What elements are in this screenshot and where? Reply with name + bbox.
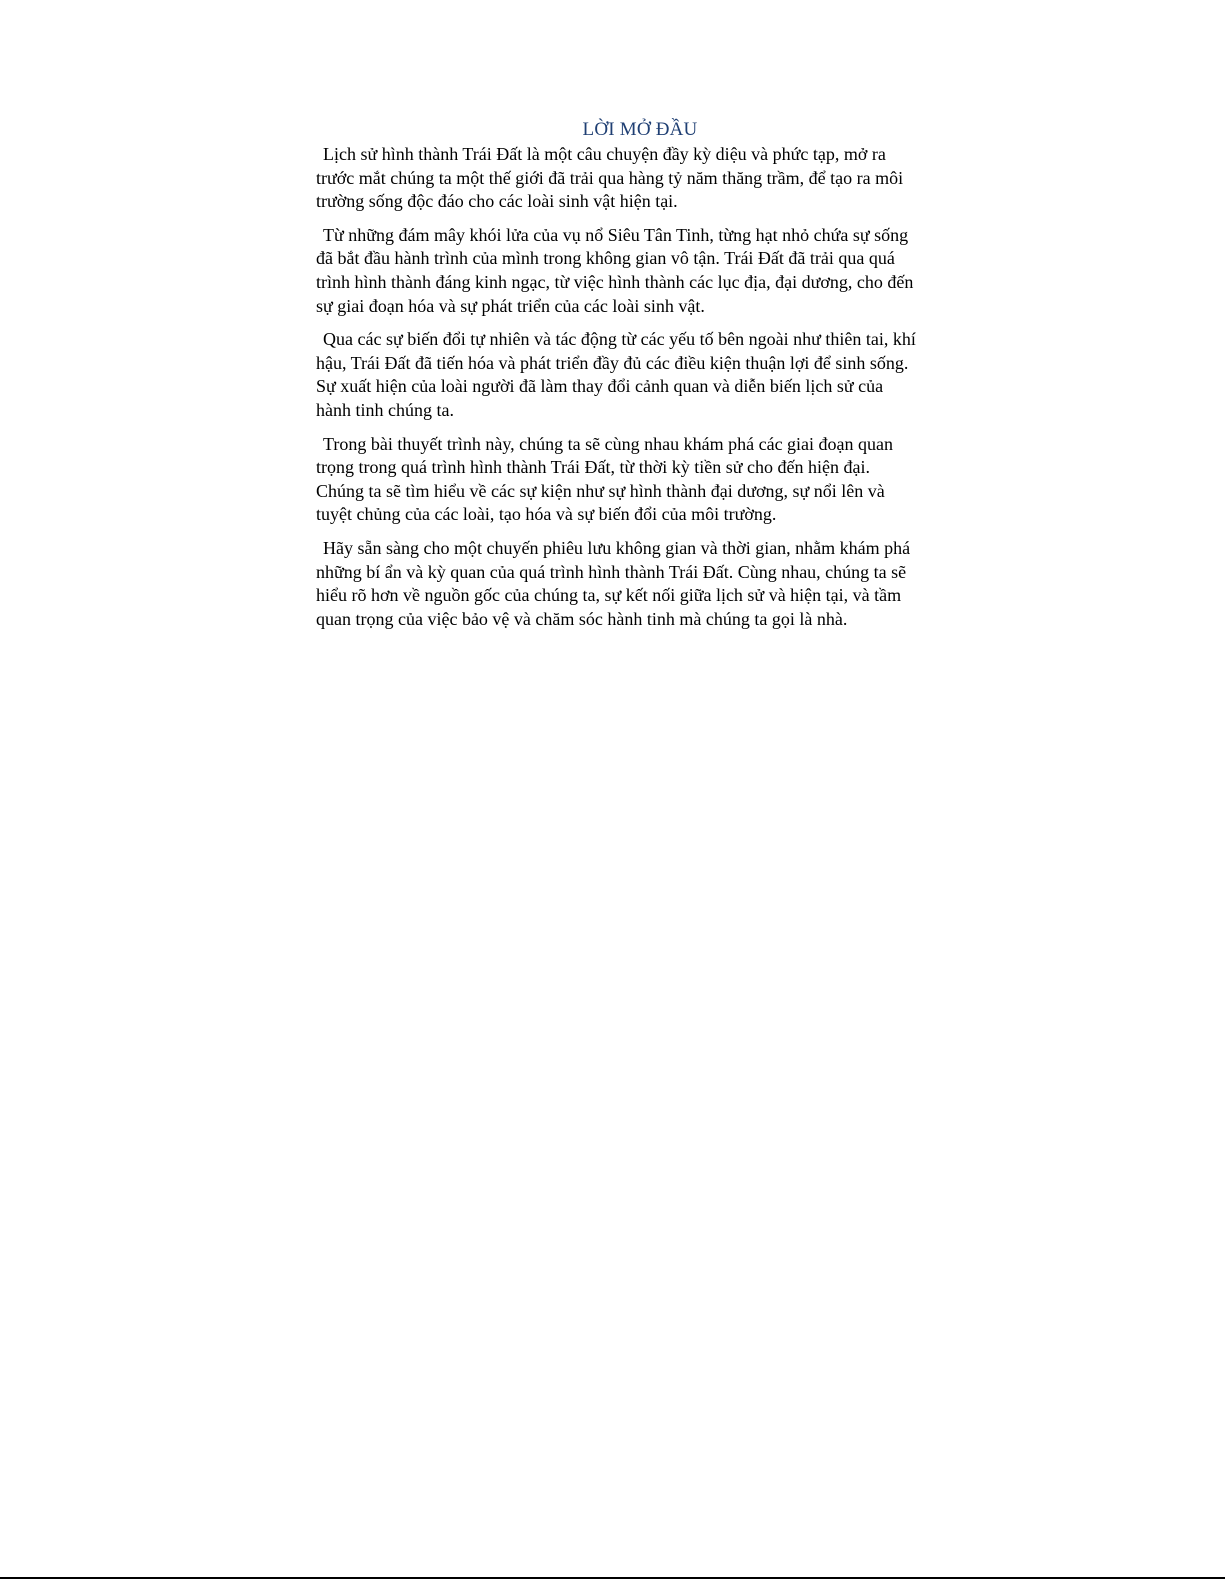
paragraph-1: [316, 143, 964, 214]
paragraph-line: Hãy sẵn sàng cho một chuyến phiêu lưu không gian và thời gian, nhằm khám phá: [323, 537, 911, 558]
page-title: LỜI MỞ ĐẦU: [582, 119, 698, 140]
paragraph-5: [316, 537, 964, 631]
paragraph-line: hiểu rõ hơn về nguồn gốc của chúng ta, sự kết nối giữa lịch sử và hiện tại, và tầm: [316, 585, 902, 606]
paragraph-line: Qua các sự biến đổi tự nhiên và tác động từ các yếu tố bên ngoài như thiên tai, khí: [323, 329, 916, 350]
paragraph-line: tuyệt chủng của các loài, tạo hóa và sự biến đổi của môi trường.: [316, 504, 777, 525]
paragraph-line: hậu, Trái Đất đã tiến hóa và phát triển đầy đủ các điều kiện thuận lợi để sinh sống.: [316, 352, 909, 373]
paragraph-3: [316, 328, 964, 422]
paragraph-line: Trong bài thuyết trình này, chúng ta sẽ cùng nhau khám phá các giai đoạn quan: [323, 433, 894, 454]
paragraph-line: những bí ẩn và kỳ quan của quá trình hình thành Trái Đất. Cùng nhau, chúng ta sẽ: [316, 561, 907, 582]
paragraph-line: sự giai đoạn hóa và sự phát triển của các loài sinh vật.: [316, 295, 705, 316]
page-bottom-border: [0, 1577, 1225, 1579]
paragraph-line: Sự xuất hiện của loài người đã làm thay đổi cảnh quan và diễn biến lịch sử của: [316, 376, 884, 397]
paragraph-4: [316, 433, 964, 527]
paragraph-2: [316, 224, 964, 318]
paragraph-line: Chúng ta sẽ tìm hiểu về các sự kiện như sự hình thành đại dương, sự nổi lên và: [316, 480, 885, 501]
paragraph-line: hành tinh chúng ta.: [316, 399, 454, 420]
paragraph-line: đã bắt đầu hành trình của mình trong không gian vô tận. Trái Đất đã trải qua quá: [316, 248, 895, 269]
paragraph-line: trường sống độc đáo cho các loài sinh vật hiện tại.: [316, 191, 678, 212]
paragraph-line: Lịch sử hình thành Trái Đất là một câu chuyện đầy kỳ diệu và phức tạp, mở ra: [323, 144, 886, 164]
document-body: [316, 117, 964, 641]
paragraph-line: trước mắt chúng ta một thế giới đã trải qua hàng tỷ năm thăng trầm, để tạo ra môi: [316, 167, 904, 188]
paragraph-line: quan trọng của việc bảo vệ và chăm sóc hành tinh mà chúng ta gọi là nhà.: [316, 608, 848, 629]
paragraph-line: trình hình thành đáng kinh ngạc, từ việc hình thành các lục địa, đại dương, cho đến: [316, 271, 914, 292]
paragraph-line: Từ những đám mây khói lửa của vụ nổ Siêu Tân Tinh, từng hạt nhỏ chứa sự sống: [323, 224, 909, 245]
paragraph-line: trọng trong quá trình hình thành Trái Đất, từ thời kỳ tiền sử cho đến hiện đại.: [316, 457, 870, 478]
